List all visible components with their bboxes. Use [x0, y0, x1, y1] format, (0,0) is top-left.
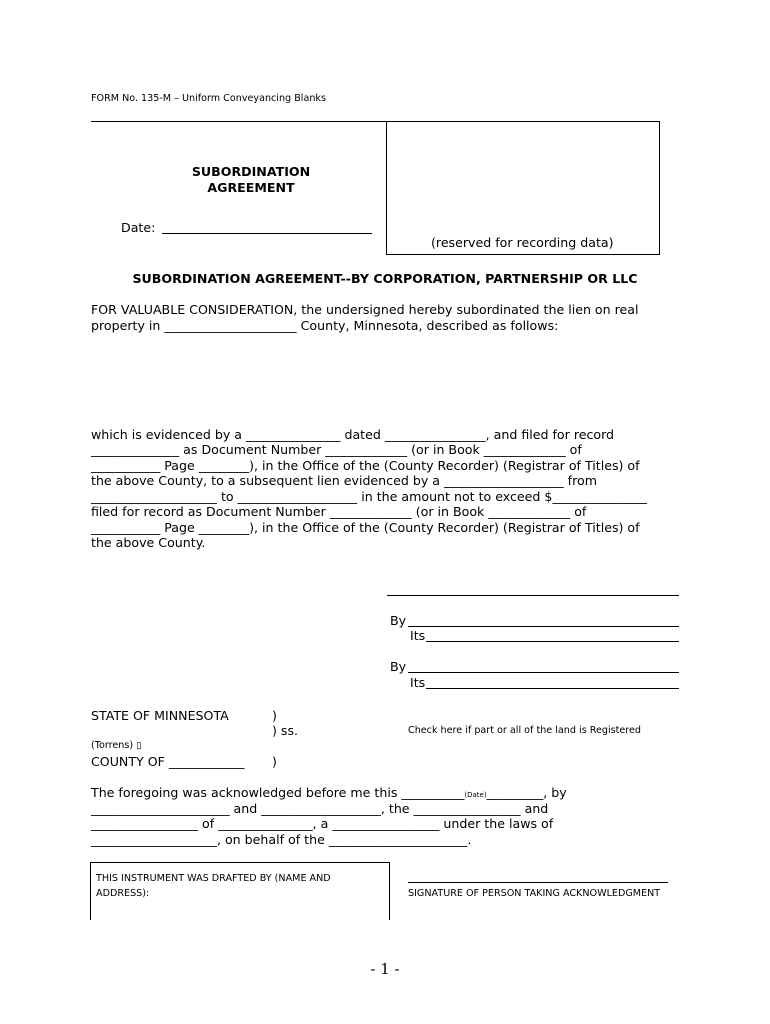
body-line-8: the above County. — [91, 535, 206, 550]
title-line2: AGREEMENT — [207, 180, 295, 195]
drafted-by-label-2: ADDRESS): — [96, 888, 150, 899]
by-line-2[interactable] — [408, 672, 679, 673]
ack-line-1-b: _________, by — [486, 785, 567, 800]
notary-signature-label: SIGNATURE OF PERSON TAKING ACKNOWLEDGMENT — [408, 888, 661, 899]
recording-note: (reserved for recording data) — [431, 235, 614, 250]
ack-line-4: ____________________, on behalf of the ______________________. — [91, 832, 472, 847]
by-label-1: By — [390, 613, 407, 628]
intro-line-1: FOR VALUABLE CONSIDERATION, the undersigned hereby subordinated the lien on real — [91, 302, 639, 317]
by-line-1[interactable] — [408, 626, 679, 627]
document-heading: SUBORDINATION AGREEMENT--BY CORPORATION, PARTNERSHIP OR LLC — [132, 271, 638, 286]
body-line-6: filed for record as Document Number _____________ (or in Book _____________ of — [91, 504, 587, 519]
title-line1: SUBORDINATION — [191, 164, 311, 179]
its-label-2: Its — [410, 675, 426, 690]
form-label: FORM No. 135-M – Uniform Conveyancing Blanks — [91, 93, 326, 104]
ss-label: ) ss. — [272, 723, 299, 738]
body-line-4: the above County, to a subsequent lien evidenced by a ___________________ from — [91, 473, 597, 488]
ack-line-2: ______________________ and ___________________, the _________________ and — [91, 801, 549, 816]
body-line-7: ___________ Page ________), in the Office of the (County Recorder) (Registrar of Titles) of — [91, 520, 640, 535]
page-number: - 1 - — [370, 960, 400, 978]
body-line-5: ____________________ to ___________________ in the amount not to exceed $_______________ — [91, 489, 647, 504]
entity-name-line[interactable] — [387, 595, 679, 596]
intro-line-2: property in _____________________ County, Minnesota, described as follows: — [91, 318, 559, 333]
state-paren: ) — [272, 708, 277, 723]
its-label-1: Its — [410, 628, 426, 643]
state-label: STATE OF MINNESOTA — [91, 708, 229, 723]
notary-signature-line[interactable] — [408, 882, 668, 883]
its-line-1[interactable] — [426, 641, 679, 642]
county-label: COUNTY OF ____________ — [91, 754, 245, 769]
body-line-3: ___________ Page ________), in the Office of the (County Recorder) (Registrar of Titles) of — [91, 458, 640, 473]
date-field[interactable] — [162, 233, 372, 234]
county-paren: ) — [272, 754, 277, 769]
body-line-2: ______________ as Document Number _____________ (or in Book _____________ of — [91, 442, 582, 457]
date-label: Date: — [121, 220, 156, 235]
ack-date-label: (Date) — [464, 791, 487, 799]
registered-check-note: Check here if part or all of the land is Registered — [408, 725, 642, 736]
ack-line-3: _________________ of _______________, a _________________ under the laws of — [91, 816, 554, 831]
torrens-checkbox[interactable]: (Torrens) ▯ — [91, 740, 142, 751]
body-line-1: which is evidenced by a _______________ dated ________________, and filed for record — [91, 427, 615, 442]
drafted-by-label-1: THIS INSTRUMENT WAS DRAFTED BY (NAME AND — [96, 873, 331, 884]
header-rule — [91, 121, 387, 122]
ack-line-1-a: The foregoing was acknowledged before me this __________ — [91, 785, 465, 800]
its-line-2[interactable] — [426, 688, 679, 689]
by-label-2: By — [390, 659, 407, 674]
